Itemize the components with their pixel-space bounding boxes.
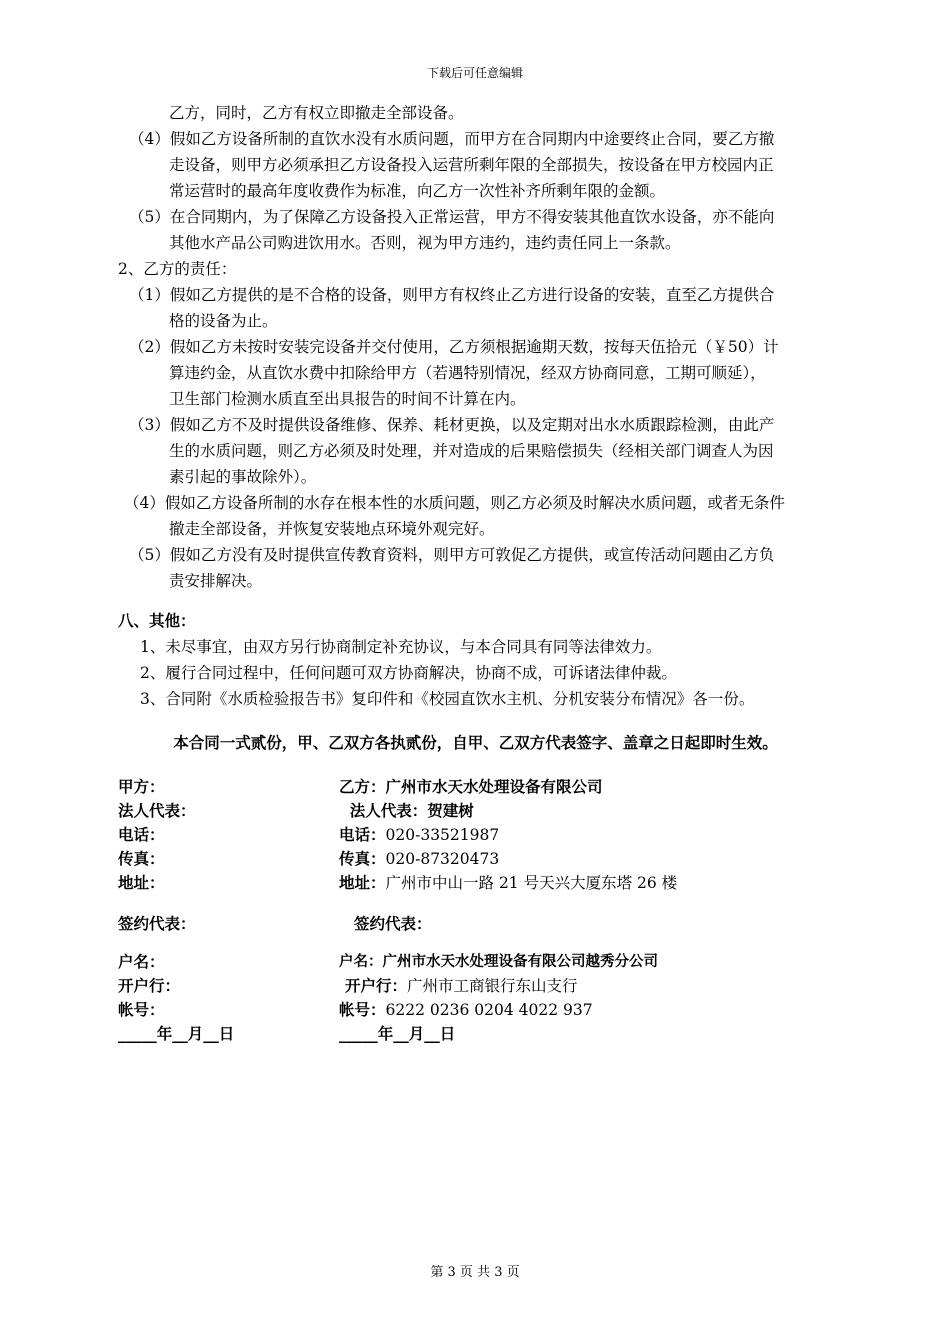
date-line-a: _____年__月__日 xyxy=(118,1024,235,1043)
text-line: （5）在合同期内，为了保障乙方设备投入正常运营，甲方不得安装其他直饮水设备，亦不能向 xyxy=(129,208,775,226)
account-name-label: 户名： xyxy=(118,952,165,971)
text-line: 算违约金，从直饮水费中扣除给甲方（若遇特别情况，经双方协商同意，工期可顺延）， xyxy=(169,364,766,382)
text-line: 素引起的事故除外）。 xyxy=(169,468,317,486)
text-line: （4）假如乙方设备所制的水存在根本性的水质问题，则乙方必须及时解决水质问题，或者无条件 xyxy=(124,494,785,512)
text-line: 生的水质问题，则乙方必须及时处理，并对造成的后果赔偿损失（经相关部门调查人为因 xyxy=(169,442,774,460)
text-line: 其他水产品公司购进饮用水。否则，视为甲方违约，违约责任同上一条款。 xyxy=(169,234,681,252)
clause-b5 xyxy=(118,542,833,594)
page-header: 下载后可任意编辑 xyxy=(426,66,523,80)
account-name-value: 户名：广州市水天水处理设备有限公司越秀分公司 xyxy=(339,953,658,970)
phone-label-b: 电话： xyxy=(339,825,386,844)
text-line: （4）假如乙方设备所制的直饮水没有水质问题，而甲方在合同期内中途要终止合同，要乙方撤 xyxy=(129,130,775,148)
text-line: （1）假如乙方提供的是不合格的设备，则甲方有权终止乙方进行设备的安装，直至乙方提供合 xyxy=(129,286,775,304)
clause-b2 xyxy=(118,334,833,412)
bank-label: 开户行： xyxy=(118,976,181,995)
address-value: 广州市中山一路 21 号天兴大厦东塔 26 楼 xyxy=(385,874,678,892)
page-footer: 第 3 页 共 3 页 xyxy=(430,1265,520,1280)
clause-b3 xyxy=(118,412,833,490)
text-line: 撤走全部设备，并恢复安装地点环境外观完好。 xyxy=(169,520,495,538)
account-no-label-b: 帐号： xyxy=(339,1000,386,1019)
clause-b4 xyxy=(118,490,833,542)
text-line: 格的设备为止。 xyxy=(169,312,278,330)
clause-a4 xyxy=(118,126,833,204)
legal-rep-value: 法人代表：贺建树 xyxy=(339,801,474,820)
legal-rep-label: 法人代表： xyxy=(118,801,196,820)
document-body xyxy=(118,100,833,756)
date-line-b: _____年__月__日 xyxy=(339,1024,456,1043)
rep-label-b: 签约代表： xyxy=(354,914,432,933)
text-line: 卫生部门检测水质直至出具报告的时间不计算在内。 xyxy=(169,390,526,408)
text-line: 走设备，则甲方必须承担乙方设备投入运营所剩年限的全部损失，按设备在甲方校园内正 xyxy=(169,156,774,174)
text-line: 2、履行合同过程中，任何问题可双方协商解决，协商不成，可诉诸法律仲裁。 xyxy=(140,664,677,682)
address-label: 地址： xyxy=(118,873,165,892)
text-line: （2）假如乙方未按时安装完设备并交付使用，乙方须根据逾期天数，按每天伍拾元（￥50）计 xyxy=(129,338,779,356)
fax-value: 020-87320473 xyxy=(385,850,500,868)
fax-label: 传真： xyxy=(118,849,165,868)
section-heading: 八、其他： xyxy=(118,611,196,630)
rep-label-a: 签约代表： xyxy=(118,914,196,933)
text-line: 乙方，同时，乙方有权立即撤走全部设备。 xyxy=(169,104,464,122)
closing-statement: 本合同一式贰份，甲、乙双方各执贰份，自甲、乙双方代表签字、盖章之日起即时生效。 xyxy=(173,733,778,752)
text-line: 责安排解决。 xyxy=(169,572,263,590)
clause-a5 xyxy=(118,204,833,256)
bank-value: 广州市工商银行东山支行 xyxy=(407,977,578,995)
text-line: 常运营时的最高年度收费作为标准，向乙方一次性补齐所剩年限的金额。 xyxy=(169,182,666,200)
text-line: 3、合同附《水质检验报告书》复印件和《校园直饮水主机、分机安装分布情况》各一份。 xyxy=(140,690,755,708)
party-b-name: 乙方：广州市水天水处理设备有限公司 xyxy=(339,777,603,796)
bank-label-b: 开户行： xyxy=(345,976,408,995)
section-heading: 2、乙方的责任： xyxy=(118,260,237,278)
text-line: （3）假如乙方不及时提供设备维修、保养、耗材更换，以及定期对出水水质跟踪检测，由此产 xyxy=(129,416,775,434)
phone-value: 020-33521987 xyxy=(385,826,500,844)
fax-label-b: 传真： xyxy=(339,849,386,868)
clause-b1 xyxy=(118,282,833,334)
phone-label: 电话： xyxy=(118,825,165,844)
text-line: （5）假如乙方没有及时提供宣传教育资料，则甲方可敦促乙方提供，或宣传活动问题由乙方负 xyxy=(129,546,775,564)
account-no-value: 6222 0236 0204 4022 937 xyxy=(385,1001,593,1019)
address-label-b: 地址： xyxy=(339,873,386,892)
text-line: 1、未尽事宜，由双方另行协商制定补充协议，与本合同具有同等法律效力。 xyxy=(140,638,662,656)
party-a-label: 甲方： xyxy=(118,777,165,796)
account-no-label: 帐号： xyxy=(118,1000,165,1019)
